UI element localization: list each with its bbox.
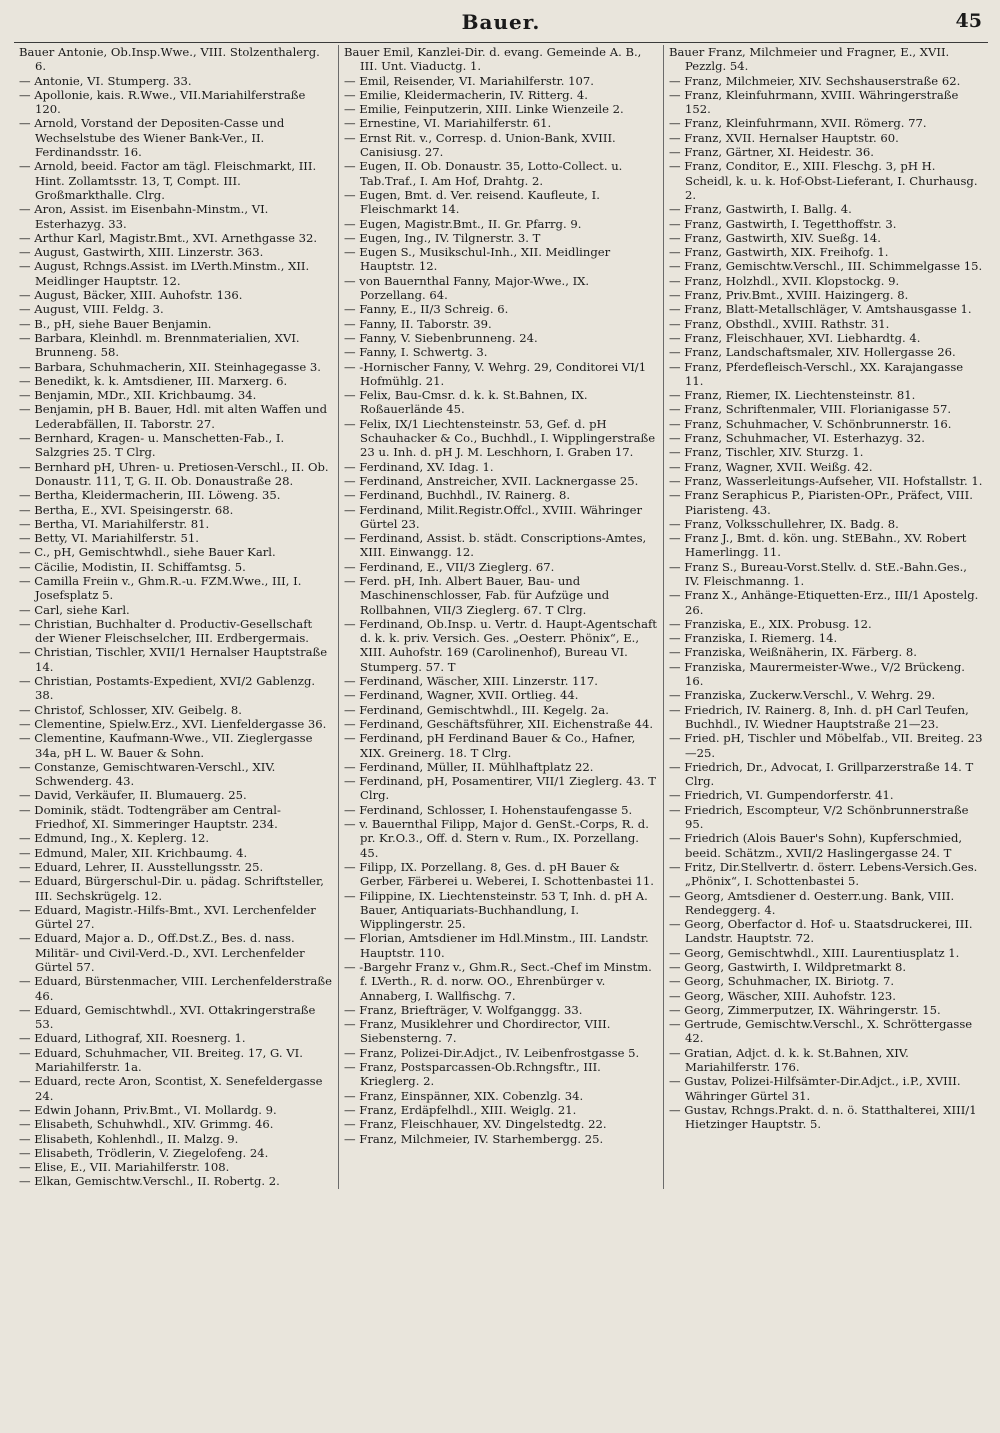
directory-entry: — Camilla Freiin v., Ghm.R.-u. FZM.Wwe., III, I. Josefsplatz 5. (19, 573, 302, 603)
directory-entry: — Franziska, Weißnäherin, IX. Färberg. 8. (669, 645, 917, 660)
directory-entry: — August, Gastwirth, XIII. Linzerstr. 363. (19, 245, 264, 260)
directory-entry: — Eduard, Bürstenmacher, VIII. Lerchenfelderstraße 46. (19, 974, 332, 1003)
directory-entry: — Georg, Gastwirth, I. Wildpretmarkt 8. (669, 960, 907, 974)
directory-entry: — Georg, Amtsdiener d. Oesterr.ung. Bank, VIII. Rendeggerg. 4. (669, 888, 955, 917)
directory-entry: — Ferdinand, XV. Idag. 1. (344, 459, 494, 474)
directory-entry: — Franz, Wasserleitungs-Aufseher, VII. Hofstallstr. 1. (669, 473, 983, 488)
directory-entry: — Franz, Fleischhauer, XVI. Liebhardtg. 4. (669, 330, 921, 345)
directory-entry: — August, Bäcker, XIII. Auhofstr. 136. (19, 288, 243, 303)
directory-entry: — Franz, Obsthdl., XVIII. Rathstr. 31. (669, 316, 890, 331)
directory-entry: — Ferdinand, E., VII/3 Zieglerg. 67. (344, 559, 555, 574)
directory-entry: — Ferdinand, Wagner, XVII. Ortlieg. 44. (344, 688, 579, 703)
directory-entry: — Constanze, Gemischtwaren-Verschl., XIV. Schwenderg. 43. (19, 759, 276, 789)
directory-entry: — Christof, Schlosser, XIV. Geibelg. 8. (19, 702, 242, 717)
page-title: Bauer. (461, 10, 541, 34)
directory-entry: — Franz, Einspänner, XIX. Cobenzlg. 34. (344, 1088, 584, 1103)
directory-entry: — B., pH, siehe Bauer Benjamin. (19, 316, 212, 331)
directory-entry: — Carl, siehe Karl. (19, 602, 130, 617)
directory-entry: — August, Rchngs.Assist. im LVerth.Minstm., XII. Meidlinger Hauptstr. 12. (19, 259, 310, 288)
directory-entry: — Franz, Wagner, XVII. Weißg. 42. (669, 459, 873, 474)
directory-entry: — Ferdinand, Gemischtwhdl., III. Kegelg. 2a. (344, 702, 609, 717)
directory-entry: — Ferdinand, Assist. b. städt. Conscriptions-Amtes, XIII. Einwangg. 12. (344, 531, 647, 560)
directory-entry: — Christian, Tischler, XVII/1 Hernalser Hauptstraße 14. (19, 645, 328, 674)
directory-entry: — Ferdinand, Anstreicher, XVII. Lacknergasse 25. (344, 473, 639, 488)
directory-entry: — Ferdinand, pH Ferdinand Bauer & Co., Hafner, XIX. Greinerg. 18. T Clrg. (344, 731, 636, 760)
directory-entry: — Elise, E., VII. Mariahilferstr. 108. (19, 1160, 230, 1175)
directory-entry: — Fanny, E., II/3 Schreig. 6. (344, 302, 509, 317)
directory-entry: — Barbara, Kleinhdl. m. Brennmaterialien, XVI. Brunneng. 58. (19, 330, 300, 360)
directory-entry: — v. Bauernthal Filipp, Major d. GenSt.-Corps, R. d. pr. Kr.O.3., Off. d. Stern v. Rum., IX. Porzellang. 45. (344, 817, 649, 860)
directory-entry: — Clementine, Kaufmann-Wwe., VII. Zieglergasse 34a, pH L. W. Bauer & Sohn. (19, 731, 313, 760)
directory-column-3 (664, 45, 988, 1189)
directory-entry: — Franziska, Maurermeister-Wwe., V/2 Brückeng. 16. (669, 659, 965, 689)
directory-entry: — Ferdinand, Milit.Registr.Offcl., XVIII. Währinger Gürtel 23. (344, 502, 643, 531)
directory-entry: — Georg, Gemischtwhdl., XIII. Laurentiusplatz 1. (669, 945, 960, 960)
directory-entry: — Franz, Gemischtw.Verschl., III. Schimmelgasse 15. (669, 259, 983, 274)
directory-entry: — Benedikt, k. k. Amtsdiener, III. Marxerg. 6. (19, 373, 288, 388)
page-header (14, 6, 988, 43)
directory-entry: — Ferdinand, pH, Posamentirer, VII/1 Zieglerg. 43. T Clrg. (344, 774, 656, 803)
directory-entry: — Eduard, Lehrer, II. Ausstellungsstr. 25. (19, 859, 264, 874)
directory-entry: — Edwin Johann, Priv.Bmt., VI. Mollardg. 9. (19, 1102, 277, 1117)
directory-entry: Bauer Emil, Kanzlei-Dir. d. evang. Gemeinde A. B., III. Unt. Viaductg. 1. (344, 45, 642, 74)
directory-entry: — Ferdinand, Buchhdl., IV. Rainerg. 8. (344, 488, 571, 503)
directory-entry: — Gratian, Adjct. d. k. k. St.Bahnen, XIV. Mariahilferstr. 176. (669, 1045, 909, 1075)
directory-entry: — Franz, Conditor, E., XIII. Fleschg. 3, pH H. Scheidl, k. u. k. Hof-Obst-Lieferant, I. Churhausg. 2. (669, 159, 978, 202)
directory-entry: — Filipp, IX. Porzellang. 8, Ges. d. pH Bauer & Gerber, Färberei u. Weberei, I. Schottenbastei 11. (344, 859, 654, 889)
directory-entry: — Eduard, Schuhmacher, VII. Breiteg. 17, G. VI. Mariahilferstr. 1a. (19, 1045, 303, 1075)
directory-entry: — Ferd. pH, Inh. Albert Bauer, Bau- und Maschinenschlosser, Fab. für Aufzüge und Rollbahnen, VII/3 Zieglerg. 67. T Clrg. (344, 573, 610, 617)
directory-entry: — Franz, Landschaftsmaler, XIV. Hollergasse 26. (669, 345, 956, 360)
directory-entry: — Emilie, Feinputzerin, XIII. Linke Wienzeile 2. (344, 102, 624, 117)
directory-entry: — Gertrude, Gemischtw.Verschl., X. Schröttergasse 42. (669, 1017, 973, 1046)
directory-entry: — Dominik, städt. Todtengräber am Central-Friedhof, XI. Simmeringer Hauptstr. 234. (19, 802, 281, 832)
page-number: 45 (955, 10, 982, 32)
directory-entry: — Franz, Gastwirth, XIV. Sueßg. 14. (669, 230, 881, 245)
directory-entry: — Franz S., Bureau-Vorst.Stellv. d. StE.-Bahn.Ges., IV. Fleischmanng. 1. (669, 559, 967, 588)
directory-entry: — Franz Seraphicus P., Piaristen-OPr., Präfect, VIII. Piaristeng. 43. (669, 488, 973, 517)
directory-entry: — Friedrich, Escompteur, V/2 Schönbrunnerstraße 95. (669, 802, 969, 832)
directory-entry: — Eugen, Ing., IV. Tilgnerstr. 3. T (344, 230, 541, 245)
directory-entry: — Friedrich, IV. Rainerg. 8, Inh. d. pH Carl Teufen, Buchhdl., IV. Wiedner Hauptstraße 21—23. (669, 702, 969, 731)
directory-entry: — Franz, Milchmeier, IV. Starhembergg. 25. (344, 1131, 604, 1146)
directory-entry: — Emil, Reisender, VI. Mariahilferstr. 107. (344, 73, 594, 88)
directory-entry: — Bernhard, Kragen- u. Manschetten-Fab., I. Salzgries 25. T Clrg. (19, 431, 285, 460)
directory-entry: — Gustav, Polizei-Hilfsämter-Dir.Adjct., i.P., XVIII. Währinger Gürtel 31. (669, 1074, 961, 1103)
directory-entry: — Franz, XVII. Hernalser Hauptstr. 60. (669, 130, 899, 145)
directory-entry: — Elisabeth, Kohlenhdl., II. Malzg. 9. (19, 1131, 239, 1146)
directory-entry: — Franz, Schuhmacher, V. Schönbrunnerstr. 16. (669, 416, 952, 431)
directory-entry: — August, VIII. Feldg. 3. (19, 302, 164, 317)
directory-entry: — Cäcilie, Modistin, II. Schiffamtsg. 5. (19, 559, 246, 574)
directory-entry: — Elisabeth, Trödlerin, V. Ziegelofeng. 24. (19, 1145, 269, 1160)
directory-entry: — Eduard, Bürgerschul-Dir. u. pädag. Schriftsteller, III. Sechskrügelg. 12. (19, 874, 324, 903)
directory-entry: — Franz, Priv.Bmt., XVIII. Haizingerg. 8. (669, 288, 909, 303)
directory-entry: — Franz, Gärtner, XI. Heidestr. 36. (669, 145, 874, 160)
directory-entry: — C., pH, Gemischtwhdl., siehe Bauer Karl. (19, 545, 276, 560)
directory-entry: — Franz, Schuhmacher, VI. Esterhazyg. 32. (669, 431, 925, 446)
directory-entry: — Betty, VI. Mariahilferstr. 51. (19, 531, 199, 546)
directory-column-1 (14, 45, 339, 1189)
directory-entry: — Eduard, recte Aron, Scontist, X. Senefeldergasse 24. (19, 1074, 323, 1103)
directory-entry: — Arthur Karl, Magistr.Bmt., XVI. Arnethgasse 32. (19, 230, 318, 245)
directory-entry: — Eduard, Lithograf, XII. Roesnerg. 1. (19, 1031, 246, 1046)
directory-entry: — Franz, Postsparcassen-Ob.Rchngsftr., III. Krieglerg. 2. (344, 1060, 601, 1089)
directory-entry: — Aron, Assist. im Eisenbahn-Minstm., VI. Esterhazyg. 33. (19, 202, 269, 231)
directory-entry: — Clementine, Spielw.Erz., XVI. Lienfeldergasse 36. (19, 716, 327, 731)
directory-entry: — Ernestine, VI. Mariahilferstr. 61. (344, 116, 552, 131)
directory-entry: — Franz, Holzhdl., XVII. Klopstockg. 9. (669, 273, 900, 288)
directory-entry: — Eduard, Magistr.-Hilfs-Bmt., XVI. Lerchenfelder Gürtel 27. (19, 902, 316, 932)
directory-entry: — Franz, Erdäpfelhdl., XIII. Weiglg. 21. (344, 1102, 577, 1117)
directory-entry: — Edmund, Maler, XII. Krichbaumg. 4. (19, 845, 248, 860)
directory-entry: — Fanny, I. Schwertg. 3. (344, 345, 488, 360)
directory-entry: — Franz, Fleischhauer, XV. Dingelstedtg. 22. (344, 1117, 607, 1132)
directory-entry: — Ferdinand, Ob.Insp. u. Vertr. d. Haupt-Agentschaft d. k. k. priv. Versich. Ges. „Oesterr. Phönix“, E., XIII. Auhofstr. 169 (Carolinenhof), Bureau VI. Stumperg. 57. T (344, 616, 657, 674)
directory-entry: — Benjamin, MDr., XII. Krichbaumg. 34. (19, 388, 257, 403)
directory-entry: — Franz, Gastwirth, XIX. Freihofg. 1. (669, 245, 889, 260)
directory-entry: — Friedrich, VI. Gumpendorferstr. 41. (669, 788, 894, 803)
directory-entry: — Franz X., Anhänge-Etiquetten-Erz., III/1 Apostelg. 26. (669, 588, 979, 617)
directory-entry: — Eugen, II. Ob. Donaustr. 35, Lotto-Collect. u. Tab.Traf., I. Am Hof, Drahtg. 2. (344, 159, 623, 188)
directory-entry: — -Bargehr Franz v., Ghm.R., Sect.-Chef im Minstm. f. LVerth., R. d. norw. OO., Ehrenbürger v. Annaberg, I. Wallfischg. 7. (344, 960, 652, 1003)
directory-entry: — Ferdinand, Schlosser, I. Hohenstaufengasse 5. (344, 802, 633, 817)
directory-entry: — Arnold, beeid. Factor am tägl. Fleischmarkt, III. Hint. Zollamtsstr. 13, T, Compt. III. Großmarkthalle. Clrg. (19, 159, 317, 202)
directory-entry: — Georg, Oberfactor d. Hof- u. Staatsdruckerei, III. Landstr. Hauptstr. 72. (669, 917, 973, 946)
directory-entry: — Ferdinand, Geschäftsführer, XII. Eichenstraße 44. (344, 716, 654, 731)
directory-entry: — Friedrich, Dr., Advocat, I. Grillparzerstraße 14. T Clrg. (669, 759, 974, 789)
directory-entry: — Franz, Briefträger, V. Wolfganggg. 33. (344, 1002, 583, 1017)
directory-entry: — Friedrich (Alois Bauer's Sohn), Kupferschmied, beeid. Schätzm., XVII/2 Haslingergasse 24. T (669, 831, 963, 860)
directory-entry: — Elisabeth, Schuhwhdl., XIV. Grimmg. 46. (19, 1117, 274, 1132)
directory-entry: — Felix, IX/1 Liechtensteinstr. 53, Gef. d. pH Schauhacker & Co., Buchhdl., I. Wipplingerstraße 23 u. Inh. d. pH J. M. Leschhorn, I. Graben 17. (344, 416, 656, 460)
directory-entry: — Georg, Zimmerputzer, IX. Währingerstr. 15. (669, 1002, 941, 1017)
directory-entry: — Franziska, E., XIX. Probusg. 12. (669, 616, 872, 631)
directory-entry: — Franz, Schriftenmaler, VIII. Florianigasse 57. (669, 402, 952, 417)
directory-entry: — Franz, Riemer, IX. Liechtensteinstr. 81. (669, 388, 916, 403)
directory-entry: — Franz, Pferdefleisch-Verschl., XX. Karajangasse 11. (669, 359, 964, 388)
directory-entry: — Franziska, I. Riemerg. 14. (669, 631, 838, 646)
directory-entry: — Christian, Postamts-Expedient, XVI/2 Gablenzg. 38. (19, 674, 316, 703)
directory-entry: — Franz, Volksschullehrer, IX. Badg. 8. (669, 516, 899, 531)
directory-entry: — Franz, Gastwirth, I. Tegetthoffstr. 3. (669, 216, 897, 231)
directory-entry: — Franz, Milchmeier, XIV. Sechshauserstraße 62. (669, 73, 961, 88)
directory-entry: — Franz J., Bmt. d. kön. ung. StEBahn., XV. Robert Hamerlingg. 11. (669, 531, 967, 560)
directory-entry: — -Hornischer Fanny, V. Wehrg. 29, Conditorei VI/1 Hofmühlg. 21. (344, 359, 647, 388)
directory-entry: — Eduard, Major a. D., Off.Dst.Z., Bes. d. nass. Militär- und Civil-Verd.-D., XVI. Lerchenfelder Gürtel 57. (19, 931, 305, 974)
directory-entry: — Fritz, Dir.Stellvertr. d. österr. Lebens-Versich.Ges. „Phönix“, I. Schottenbastei 5. (669, 859, 978, 889)
directory-entry: — Fanny, II. Taborstr. 39. (344, 316, 492, 331)
directory-entry: — Georg, Wäscher, XIII. Auhofstr. 123. (669, 988, 896, 1003)
directory-entry: Bauer Antonie, Ob.Insp.Wwe., VIII. Stolzenthalerg. 6. (19, 45, 320, 74)
directory-entry: — Eugen S., Musikschul-Inh., XII. Meidlinger Hauptstr. 12. (344, 245, 611, 274)
directory-entry: — Franz, Kleinfuhrmann, XVIII. Währingerstraße 152. (669, 87, 959, 117)
directory-entry: — Benjamin, pH B. Bauer, Hdl. mit alten Waffen und Lederabfällen, II. Taborstr. 27. (19, 402, 328, 431)
directory-entry: — Franz, Polizei-Dir.Adjct., IV. Leibenfrostgasse 5. (344, 1045, 640, 1060)
directory-entry: — Franz, Gastwirth, I. Ballg. 4. (669, 202, 852, 217)
directory-entry: — Franziska, Zuckerw.Verschl., V. Wehrg. 29. (669, 688, 936, 703)
directory-entry: — Franz, Kleinfuhrmann, XVII. Römerg. 77. (669, 116, 927, 131)
directory-entry: — Ernst Rit. v., Corresp. d. Union-Bank, XVIII. Canisiusg. 27. (344, 130, 616, 160)
directory-entry: — Bertha, E., XVI. Speisingerstr. 68. (19, 502, 234, 517)
directory-columns (14, 45, 988, 1189)
directory-column-2 (339, 45, 664, 1189)
directory-entry: — Fried. pH, Tischler und Möbelfab., VII. Breiteg. 23—25. (669, 731, 983, 760)
directory-entry: — Bernhard pH, Uhren- u. Pretiosen-Verschl., II. Ob. Donaustr. 111, T, G. II. Ob. Donaustraße 28. (19, 459, 329, 488)
directory-entry: Bauer Franz, Milchmeier und Fragner, E., XVII. Pezzlg. 54. (669, 45, 950, 74)
directory-entry: — Eugen, Bmt. d. Ver. reisend. Kaufleute, I. Fleischmarkt 14. (344, 187, 600, 217)
directory-entry: — Ferdinand, Müller, II. Mühlhaftplatz 22. (344, 759, 594, 774)
directory-entry: — Antonie, VI. Stumperg. 33. (19, 73, 192, 88)
directory-entry: — Christian, Buchhalter d. Productiv-Gesellschaft der Wiener Fleischselcher, III. Erdbergermais. (19, 616, 313, 646)
directory-entry: — Arnold, Vorstand der Depositen-Casse und Wechselstube des Wiener Bank-Ver., II. Ferdinandsstr. 16. (19, 116, 285, 160)
directory-entry: — Georg, Schuhmacher, IX. Biriotg. 7. (669, 974, 895, 989)
directory-entry: — Filippine, IX. Liechtensteinstr. 53 T, Inh. d. pH A. Bauer, Antiquariats-Buchhandlung, I. Wipplingerstr. 25. (344, 888, 648, 932)
directory-entry: — Gustav, Rchngs.Prakt. d. n. ö. Statthalterei, XIII/1 Hietzinger Hauptstr. 5. (669, 1102, 977, 1132)
directory-entry: — Franz, Tischler, XIV. Sturzg. 1. (669, 445, 864, 460)
directory-entry: — Franz, Blatt-Metallschläger, V. Amtshausgasse 1. (669, 302, 972, 317)
directory-entry: — Elkan, Gemischtw.Verschl., II. Robertg. 2. (19, 1174, 280, 1189)
directory-entry: — Eduard, Gemischtwhdl., XVI. Ottakringerstraße 53. (19, 1002, 316, 1032)
directory-entry: — Ferdinand, Wäscher, XIII. Linzerstr. 117. (344, 674, 598, 689)
directory-entry: — Fanny, V. Siebenbrunneng. 24. (344, 330, 538, 345)
directory-entry: — Apollonie, kais. R.Wwe., VII.Mariahilferstraße 120. (19, 87, 306, 117)
directory-entry: — Florian, Amtsdiener im Hdl.Minstm., III. Landstr. Hauptstr. 110. (344, 931, 649, 960)
directory-entry: — Edmund, Ing., X. Keplerg. 12. (19, 831, 210, 846)
directory-entry: — Felix, Bau-Cmsr. d. k. k. St.Bahnen, IX. Roßauerlände 45. (344, 388, 588, 417)
directory-entry: — Eugen, Magistr.Bmt., II. Gr. Pfarrg. 9. (344, 216, 582, 231)
directory-entry: — David, Verkäufer, II. Blumauerg. 25. (19, 788, 247, 803)
directory-entry: — Emilie, Kleidermacherin, IV. Ritterg. 4. (344, 87, 588, 102)
directory-entry: — Barbara, Schuhmacherin, XII. Steinhagegasse 3. (19, 359, 321, 374)
directory-entry: — von Bauernthal Fanny, Major-Wwe., IX. Porzellang. 64. (344, 273, 590, 303)
directory-entry: — Franz, Musiklehrer und Chordirector, VIII. Siebensterng. 7. (344, 1017, 611, 1046)
directory-entry: — Bertha, VI. Mariahilferstr. 81. (19, 516, 210, 531)
directory-entry: — Bertha, Kleidermacherin, III. Löweng. 35. (19, 488, 281, 503)
